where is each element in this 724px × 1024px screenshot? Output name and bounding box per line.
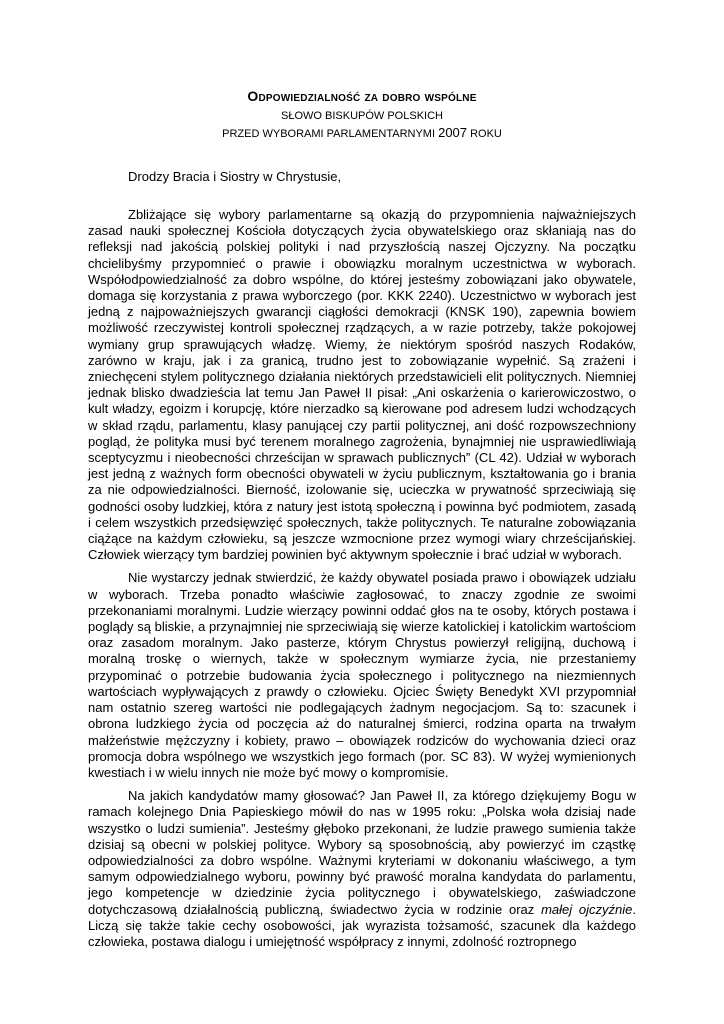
greeting: Drodzy Bracia i Siostry w Chrystusie, xyxy=(128,169,342,184)
document-subtitle: SŁOWO BISKUPÓW POLSKICH xyxy=(281,110,443,122)
paragraph-1: Zbliżające się wybory parlamentarne są okazją do przypomnienia najważniejszych zasad nauki społecznej Kościoła dotyczących życia obywatelskiego oraz skłaniają nas do refleksji nad jakością polskiej polityki i nad przyszłością naszej Ojczyzny. Na początku chcielibyśmy przypomnieć o prawie i obowiązku moralnym uczestnictwa w wyborach. Współodpowiedzialność za dobro wspólne, do której jesteśmy zobowiązani jako obywatele, domaga się korzystania z prawa wyborczego (por. KKK 2240). Uczestnictwo w wyborach jest jedną z najpoważniejszych gwarancji ciągłości demokracji (KNSK 190), zapewnia bowiem możliwość rzeczywistej kontroli społecznej rządzących, a w razie potrzeby, także pokojowej wymiany grup sprawujących władzę. Wiemy, że niektórym spośród naszych Rodaków, zarówno w kraju, jak i za granicą, trudno jest to zobowiązanie wypełnić. Są zrażeni i zniechęceni stylem politycznego działania niektórych przedstawicieli elit politycznych. Niemniej jednak blisko dwadzieścia lat temu Jan Paweł II pisał: „Ani oskarżenia o karierowiczostwo, o kult władzy, egoizm i korupcję, które nierzadko są kierowane pod adresem ludzi wchodzących w skład rządu, parlamentu, klasy panującej czy partii politycznej, ani dość rozpowszechniony pogląd, że polityka musi być terenem moralnego zagrożenia, bynajmniej nie usprawiedliwiają sceptycyzmu i nieobecności chrześcijan w sprawach publicznych” (CL 42). Udział w wyborach jest jedną z ważnych form obecności obywateli w życiu publicznym, kształtowania go i brania za nie odpowiedzialności. Bierność, izolowanie się, ucieczka w prywatność sprzeciwiają się godności osoby ludzkiej, która z natury jest istotą społeczną i powinna być podmiotem, zasadą i celem wszystkich przedsięwzięć społecznych, także politycznych. Te naturalne zobowiązania ciążące na każdym człowieku, są jeszcze wzmocnione przez wymogi wiary chrześcijańskiej. Człowiek wierzący tym bardziej powinien być aktywnym społecznie i brać udział w wyborach. xyxy=(88,207,636,563)
subtitle-text-prefix: PRZED WYBORAMI PARLAMENTARNYMI xyxy=(222,128,439,140)
paragraph-3 xyxy=(88,788,636,950)
document-subtitle-line-2 xyxy=(0,125,724,140)
document-title: Odpowiedzialność za dobro wspólne xyxy=(247,88,477,104)
paragraph-3-emphasis: małej ojczyźnie xyxy=(541,901,633,917)
subtitle-year: 2007 xyxy=(438,125,468,140)
subtitle-text-suffix: ROKU xyxy=(467,128,502,140)
paragraph-3-text-b: . Liczą się także takie cechy osobowości, jak wyrazista tożsamość, szacunek dla każdego człowieka, postawa dialogu i umiejętność współpracy z innymi, zdolność roztropnego xyxy=(88,901,636,949)
paragraph-2: Nie wystarczy jednak stwierdzić, że każdy obywatel posiada prawo i obowiązek udziału w wyborach. Trzeba ponadto właściwie zagłosować, to znaczy zgodnie ze swoimi przekonaniami moralnymi. Ludzie wierzący powinni oddać głos na te osoby, których postawa i poglądy są bliskie, a przynajmniej nie sprzeciwiają się wierze katolickiej i katolickim wartościom oraz zasadom moralnym. Jako pasterze, którym Chrystus powierzył religijną, duchową i moralną troskę o wiernych, także w społecznym wymiarze życia, nie przestaniemy przypominać o potrzebie budowania życia społecznego i politycznego na niezmiennych wartościach wypływających z prawdy o człowieku. Ojciec Święty Benedykt XVI przypomniał nam ostatnio szereg wartości nie podlegających żadnym negocjacjom. Są to: szacunek i obrona ludzkiego życia od poczęcia aż do naturalnej śmierci, rodzina oparta na trwałym małżeństwie mężczyzny i kobiety, prawo – obowiązek rodziców do wychowania dzieci oraz promocja dobra wspólnego we wszystkich jego formach (por. SC 83). W wyżej wymienionych kwestiach i w wielu innych nie może być mowy o kompromisie. xyxy=(88,570,636,780)
document-body xyxy=(88,207,636,957)
paragraph-3-text-a: Na jakich kandydatów mamy głosować? Jan Paweł II, za którego dziękujemy Bogu w ramach kolejnego Dnia Papieskiego mówił do nas w 1995 roku: „Polska woła dzisiaj nade wszystko o ludzi sumienia”. Jesteśmy głęboko przekonani, że ludzie prawego sumienia także dzisiaj są obecni w polskiej polityce. Wybory są sposobnością, aby powierzyć im cząstkę odpowiedzialności za dobro wspólne. Ważnymi kryteriami w dokonaniu właściwego, a tym samym odpowiedzialnego wyboru, powinny być prawość moralna kandydata do parlamentu, jego kompetencje w dziedzinie życia politycznego i obywatelskiego, zaświadczone dotychczasową działalnością publiczną, świadectwo życia w rodzinie oraz xyxy=(88,788,636,917)
